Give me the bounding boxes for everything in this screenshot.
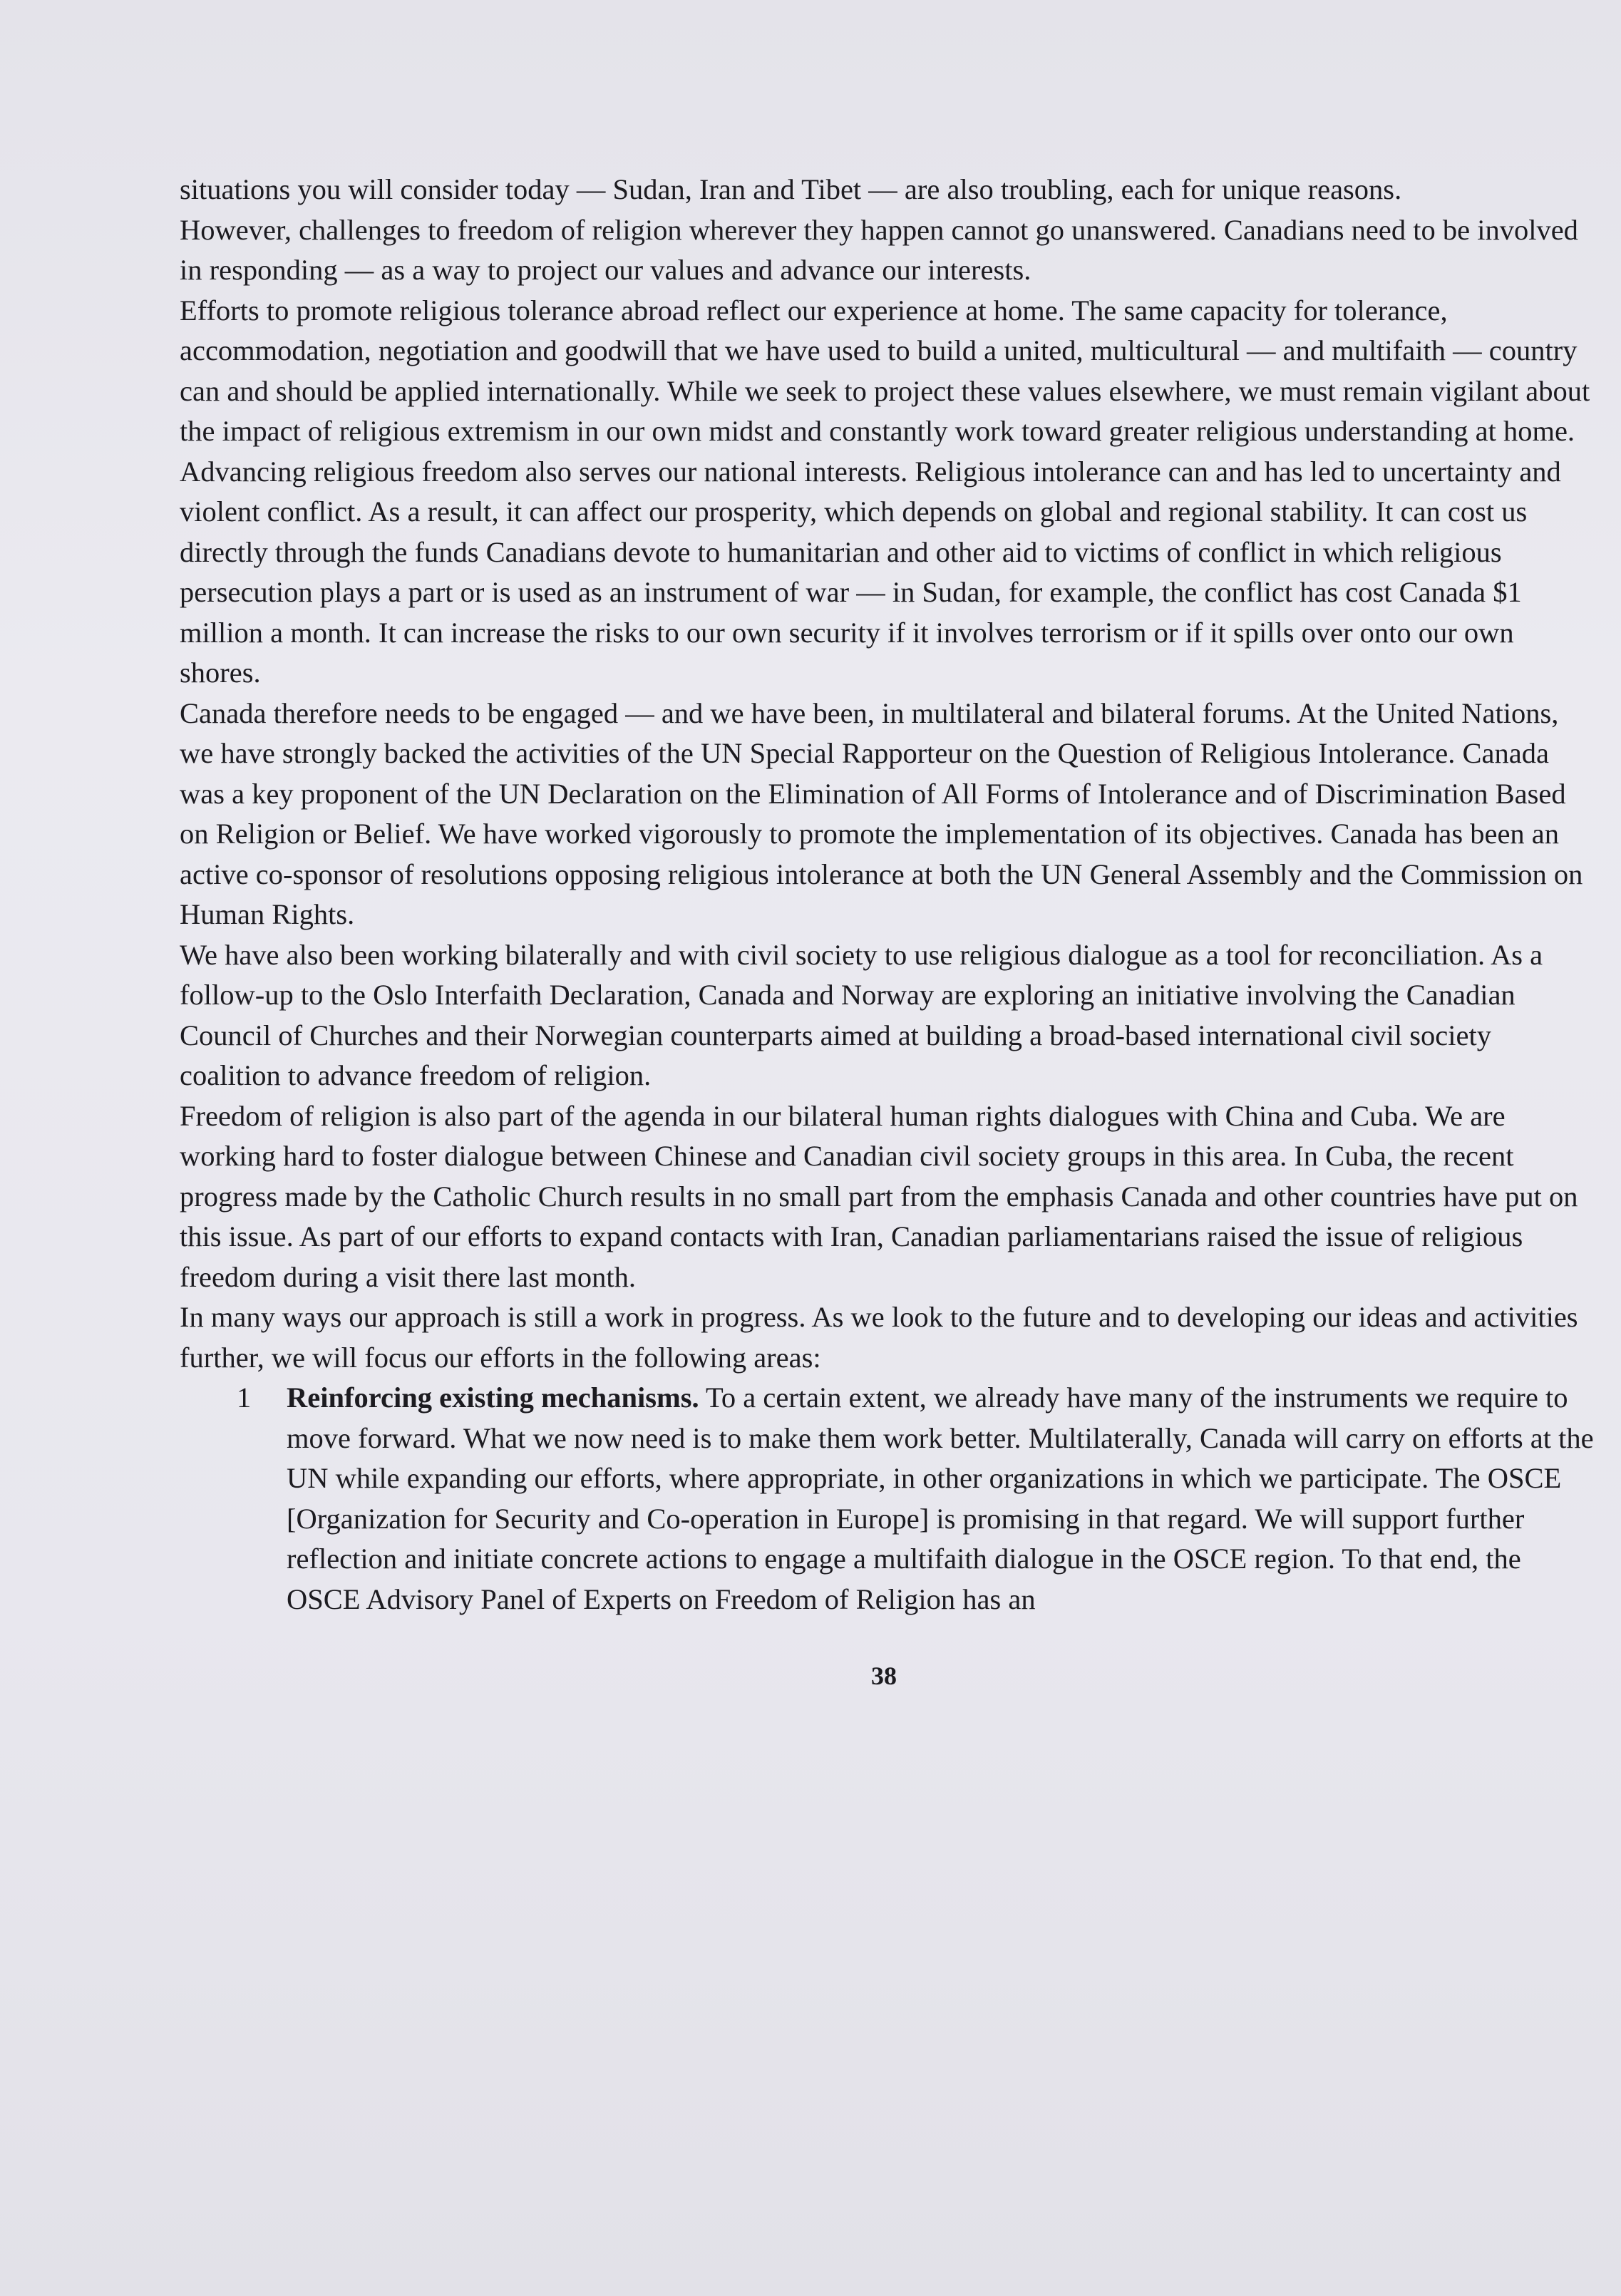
page-number: 38	[871, 1662, 897, 1690]
list-item-text: To a certain extent, we already have many of the instruments we require to move forward. What we now need is to make them work better. Multilaterally, Canada will carry on efforts at the UN while expanding our efforts, where appropriate, in other organizations in which we participate. The OSCE [Organization for Security and Co-operation in Europe] is promising in that regard. We will support further reflection and initiate concrete actions to engage a multifaith dialogue in the OSCE region. To that end, the OSCE Advisory Panel of Experts on Freedom of Religion has an	[287, 1381, 1594, 1615]
paragraph-situations: situations you will consider today — Sudan, Iran and Tibet — are also troubling, each for unique reasons.	[180, 173, 1402, 205]
paragraph-tolerance: Efforts to promote religious tolerance abroad reflect our experience at home. The same capacity for tolerance, accommodation, negotiation and goodwill that we have used to build a united, multicultural — and multifaith — country can and should be applied internationally. While we seek to project these values elsewhere, we must remain vigilant about the impact of religious extremism in our own midst and constantly work toward greater religious understanding at home.	[180, 294, 1590, 447]
paragraph-national-interests: Advancing religious freedom also serves our national interests. Religious intolerance can and has led to uncertainty and violent conflict. As a result, it can affect our prosperity, which depends on global and regional stability. It can cost us directly through the funds Canadians devote to humanitarian and other aid to victims of conflict in which religious persecution plays a part or is used as an instrument of war — in Sudan, for example, the conflict has cost Canada $1 million a month. It can increase the risks to our own security if it involves terrorism or if it spills over onto our own shores.	[180, 455, 1561, 689]
list-item-number: 1	[237, 1381, 252, 1414]
list-item-lead: Reinforcing existing mechanisms.	[287, 1381, 699, 1414]
body-text	[180, 170, 1598, 1620]
paragraph-challenges: However, challenges to freedom of religion wherever they happen cannot go unanswered. Canadians need to be involved in responding — as a way to project our values and advance our interests.	[180, 213, 1578, 286]
paragraph-human-rights-dialogues: Freedom of religion is also part of the agenda in our bilateral human rights dialogues with China and Cuba. We are working hard to foster dialogue between Chinese and Canadian civil society groups in this area. In Cuba, the recent progress made by the Catholic Church results in no small part from the emphasis Canada and other countries have put on this issue. As part of our efforts to expand contacts with Iran, Canadian parliamentarians raised the issue of religious freedom during a visit there last month.	[180, 1099, 1578, 1293]
paragraph-multilateral: Canada therefore needs to be engaged — and we have been, in multilateral and bilateral forums. At the United Nations, we have strongly backed the activities of the UN Special Rapporteur on the Question of Religious Intolerance. Canada was a key proponent of the UN Declaration on the Elimination of All Forms of Intolerance and of Discrimination Based on Religion or Belief. We have worked vigorously to promote the implementation of its objectives. Canada has been an active co-sponsor of resolutions opposing religious intolerance at both the UN General Assembly and the Commission on Human Rights.	[180, 696, 1583, 930]
paragraph-approach: In many ways our approach is still a work in progress. As we look to the future and to developing our ideas and activities further, we will focus our efforts in the following areas:	[180, 1301, 1578, 1374]
list-item	[180, 1378, 1598, 1620]
paragraph-bilateral: We have also been working bilaterally and with civil society to use religious dialogue as a tool for reconciliation. As a follow-up to the Oslo Interfaith Declaration, Canada and Norway are exploring an initiative involving the Canadian Council of Churches and their Norwegian counterparts aimed at building a broad-based international civil society coalition to advance freedom of religion.	[180, 938, 1543, 1091]
